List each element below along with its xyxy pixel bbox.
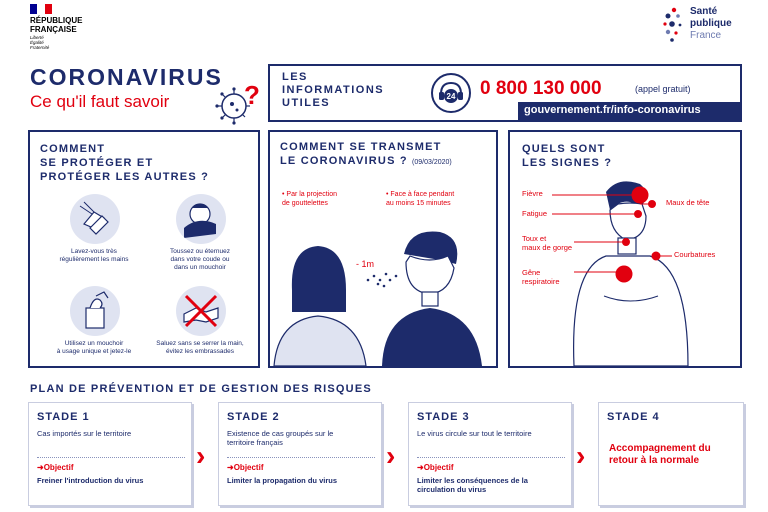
arrow-right-icon: ➜ [227,463,234,472]
sign-body-aches: Courbatures [674,250,716,259]
org-line-3: France [690,30,722,41]
sign-fatigue: Fatigue [522,209,548,218]
page-subtitle: Ce qu'il faut savoir [30,92,170,111]
arrow-right-icon: ➜ [37,463,44,472]
stage-2-desc: Existence de cas groupés sur le territoire français [227,429,334,447]
sign-fever: Fièvre [522,189,543,198]
transmission-date: (09/03/2020) [412,159,452,166]
headset-24-icon [430,72,472,114]
stage-2-divider [227,457,375,458]
transmission-title [280,140,452,170]
stage-1-divider [37,457,185,458]
website-link[interactable]: gouvernement.fr/info-coronavirus [518,102,740,120]
tip-2-text: Toussez ou éternuez dans votre coude ou dans un mouchoir [170,248,230,271]
no-handshake-icon [176,286,226,336]
french-flag-icon [30,4,52,14]
dots-icon [660,4,690,50]
republic-motto: Liberté Égalité Fraternité [30,35,50,50]
protect-title: COMMENT SE PROTÉGER ET PROTÉGER LES AUTRES ? [40,143,210,183]
stage-2-card [218,402,382,506]
tip-4-text: Saluez sans se serrer la main, évitez les embrassades [156,340,244,355]
org-line-2: publique [690,18,732,29]
info-label: LES INFORMATIONS UTILES [282,71,385,109]
objective-label: Objectif [423,463,454,472]
signs-title: QUELS SONT LES SIGNES ? [522,143,613,169]
sante-publique-name [690,6,732,42]
transmission-panel [268,130,498,368]
stage-3-card [408,402,572,506]
phone-note: (appel gratuit) [635,84,691,94]
headset-badge: 24 [446,92,456,101]
transmission-note-1: • Par la projection de gouttelettes [282,191,337,207]
transmission-note-2: • Face à face pendant au moins 15 minutes [386,191,455,207]
stage-3-desc: Le virus circule sur tout le territoire [417,429,532,438]
transmission-title-text: COMMENT SE TRANSMET LE CORONAVIRUS ? [280,141,442,167]
info-box [268,64,742,122]
stage-3-objective [417,463,453,472]
chevron-right-icon: › [196,440,206,471]
stage-4-title: STADE 4 [607,411,660,423]
stage-4-card [598,402,744,506]
stage-3-divider [417,457,565,458]
page-title: CORONAVIRUS [30,64,223,90]
stage-1-goal: Freiner l'introduction du virus [37,476,144,485]
plan-title: PLAN DE PRÉVENTION ET DE GESTION DES RISQUES [30,383,372,395]
arrow-right-icon: ➜ [417,463,424,472]
objective-label: Objectif [43,463,74,472]
stage-2-goal: Limiter la propagation du virus [227,476,338,485]
objective-label: Objectif [233,463,264,472]
signs-panel [508,130,742,368]
sign-cough: Toux et maux de gorge [522,234,573,252]
two-people-illustration [270,220,496,366]
org-line-1: Santé [690,6,718,17]
tip-3-text: Utilisez un mouchoir à usage unique et jetez-le [56,340,132,355]
tissue-icon [70,286,120,336]
stage-1-desc: Cas importés sur le territoire [37,429,132,438]
stage-2-objective [227,463,263,472]
sign-breathing: Gêne respiratoire [522,268,560,286]
distance-label: - 1m [356,259,374,269]
tip-1-text: Lavez-vous très régulièrement les mains [59,248,129,263]
protect-panel [28,130,260,368]
hand-washing-icon [70,194,120,244]
republic-name: RÉPUBLIQUE FRANÇAISE [30,16,83,34]
stage-1-card [28,402,192,506]
sign-headache: Maux de tête [666,198,710,207]
phone-number[interactable]: 0 800 130 000 [480,78,602,99]
chevron-right-icon: › [386,440,396,471]
chevron-right-icon: › [576,440,586,471]
stage-2-title: STADE 2 [227,411,280,423]
stage-3-title: STADE 3 [417,411,470,423]
svg-text:?: ? [244,82,260,110]
stage-1-title: STADE 1 [37,411,90,423]
virus-icon [212,82,264,128]
stage-3-goal: Limiter les conséquences de la circulation du virus [417,476,528,494]
stage-1-objective [37,463,73,472]
cough-elbow-icon [176,194,226,244]
stage-4-final: Accompagnement du retour à la normale [609,443,711,466]
